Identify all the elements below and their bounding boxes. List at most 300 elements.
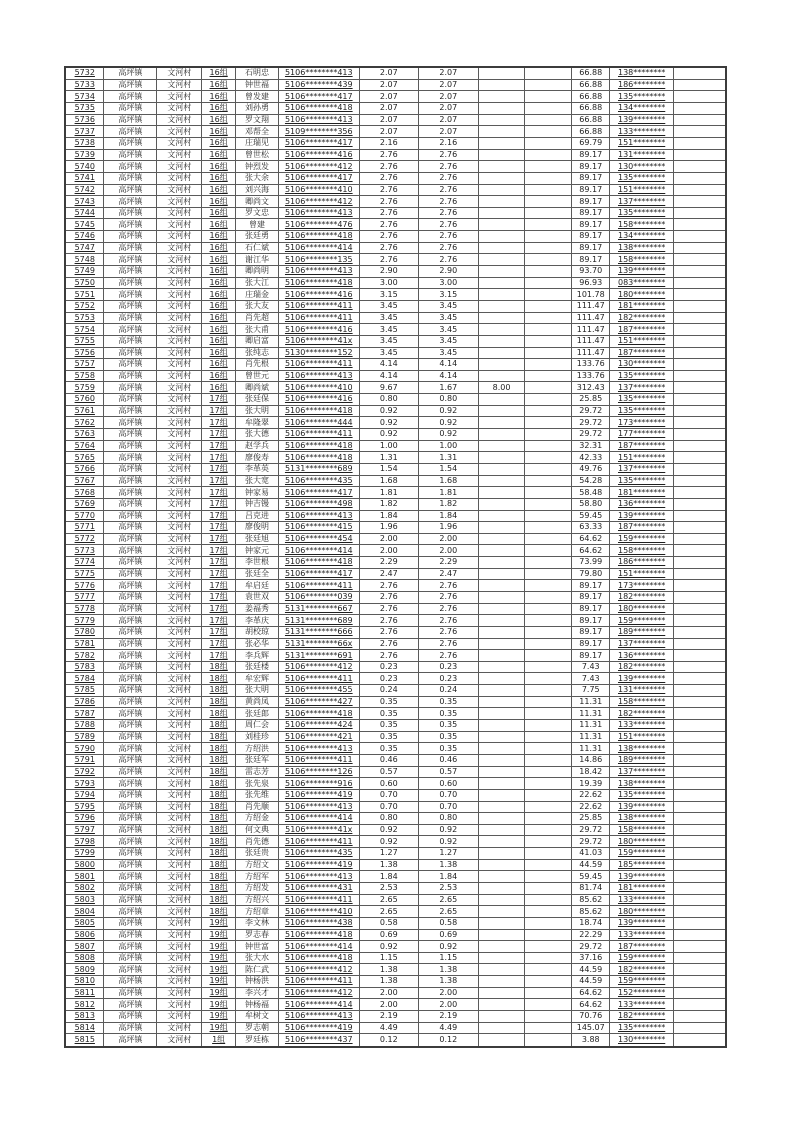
village-cell: 文河村 — [157, 999, 202, 1011]
id-cell: 5106********476 — [278, 219, 359, 231]
id-cell: 5106********418 — [278, 708, 359, 720]
blank-cell — [674, 638, 726, 650]
id-cell: 5109********356 — [278, 126, 359, 138]
adjust-cell — [478, 103, 525, 115]
village-cell: 文河村 — [157, 813, 202, 825]
group-cell: 17组 — [202, 417, 236, 429]
amount-cell: 42.33 — [572, 452, 610, 464]
seq-cell: 5809 — [65, 964, 104, 976]
value1-cell: 2.76 — [359, 591, 418, 603]
seq-cell: 5785 — [65, 685, 104, 697]
seq-cell: 5810 — [65, 976, 104, 988]
adjust-cell — [478, 906, 525, 918]
blank-cell — [525, 976, 572, 988]
adjust-cell — [478, 615, 525, 627]
table-row — [65, 312, 726, 324]
phone-cell: 189******** — [610, 626, 674, 638]
value1-cell: 3.45 — [359, 335, 418, 347]
value2-cell: 2.90 — [419, 266, 478, 278]
id-cell: 5106********410 — [278, 184, 359, 196]
adjust-cell — [478, 114, 525, 126]
id-cell: 5106********039 — [278, 591, 359, 603]
name-cell: 张大甫 — [236, 324, 279, 336]
group-cell: 17组 — [202, 591, 236, 603]
village-cell: 文河村 — [157, 382, 202, 394]
phone-cell: 180******** — [610, 836, 674, 848]
table-row — [65, 161, 726, 173]
blank-cell — [525, 207, 572, 219]
value2-cell: 3.45 — [419, 335, 478, 347]
blank-cell — [525, 114, 572, 126]
blank-cell — [525, 696, 572, 708]
town-cell: 高坪镇 — [104, 300, 157, 312]
town-cell: 高坪镇 — [104, 114, 157, 126]
phone-cell: 138******** — [610, 743, 674, 755]
seq-cell: 5761 — [65, 405, 104, 417]
group-cell: 18组 — [202, 720, 236, 732]
village-cell: 文河村 — [157, 557, 202, 569]
value1-cell: 0.92 — [359, 836, 418, 848]
amount-cell: 7.75 — [572, 685, 610, 697]
value2-cell: 2.76 — [419, 580, 478, 592]
village-cell: 文河村 — [157, 429, 202, 441]
name-cell: 张必华 — [236, 638, 279, 650]
value2-cell: 2.07 — [419, 103, 478, 115]
value2-cell: 0.92 — [419, 429, 478, 441]
adjust-cell — [478, 67, 525, 79]
id-cell: 5106********414 — [278, 999, 359, 1011]
blank-cell — [674, 138, 726, 150]
id-cell: 5131********666 — [278, 626, 359, 638]
amount-cell: 145.07 — [572, 1022, 610, 1034]
blank-cell — [674, 917, 726, 929]
blank-cell — [525, 231, 572, 243]
name-cell: 牟隆翠 — [236, 417, 279, 429]
blank-cell — [674, 172, 726, 184]
seq-cell: 5786 — [65, 696, 104, 708]
blank-cell — [674, 999, 726, 1011]
amount-cell: 7.43 — [572, 673, 610, 685]
table-row — [65, 510, 726, 522]
value1-cell: 2.76 — [359, 242, 418, 254]
id-cell: 5106********413 — [278, 743, 359, 755]
blank-cell — [525, 999, 572, 1011]
amount-cell: 29.72 — [572, 836, 610, 848]
value1-cell: 0.23 — [359, 661, 418, 673]
blank-cell — [674, 277, 726, 289]
value1-cell: 3.45 — [359, 300, 418, 312]
adjust-cell — [478, 463, 525, 475]
value1-cell: 0.35 — [359, 696, 418, 708]
id-cell: 5106********126 — [278, 766, 359, 778]
village-cell: 文河村 — [157, 231, 202, 243]
village-cell: 文河村 — [157, 894, 202, 906]
value1-cell: 0.57 — [359, 766, 418, 778]
value2-cell: 1.27 — [419, 848, 478, 860]
seq-cell: 5806 — [65, 929, 104, 941]
value1-cell: 2.00 — [359, 545, 418, 557]
name-cell: 方绍章 — [236, 906, 279, 918]
amount-cell: 89.17 — [572, 615, 610, 627]
value1-cell: 2.76 — [359, 603, 418, 615]
name-cell: 何文典 — [236, 824, 279, 836]
table-row — [65, 196, 726, 208]
amount-cell: 3.88 — [572, 1034, 610, 1047]
value2-cell: 0.92 — [419, 941, 478, 953]
value1-cell: 1.84 — [359, 871, 418, 883]
phone-cell: 139******** — [610, 801, 674, 813]
town-cell: 高坪镇 — [104, 626, 157, 638]
town-cell: 高坪镇 — [104, 743, 157, 755]
table-row — [65, 731, 726, 743]
table-row — [65, 720, 726, 732]
village-cell: 文河村 — [157, 324, 202, 336]
amount-cell: 11.31 — [572, 696, 610, 708]
id-cell: 5106********419 — [278, 789, 359, 801]
phone-cell: 187******** — [610, 522, 674, 534]
phone-cell: 133******** — [610, 999, 674, 1011]
adjust-cell — [478, 79, 525, 91]
value1-cell: 2.00 — [359, 533, 418, 545]
value2-cell: 3.15 — [419, 289, 478, 301]
table-row — [65, 114, 726, 126]
value2-cell: 1.67 — [419, 382, 478, 394]
blank-cell — [674, 475, 726, 487]
town-cell: 高坪镇 — [104, 184, 157, 196]
table-row — [65, 370, 726, 382]
blank-cell — [525, 440, 572, 452]
table-row — [65, 696, 726, 708]
id-cell: 5106********438 — [278, 917, 359, 929]
value2-cell: 2.29 — [419, 557, 478, 569]
name-cell: 李兴才 — [236, 987, 279, 999]
blank-cell — [674, 161, 726, 173]
blank-cell — [674, 906, 726, 918]
name-cell: 李革庆 — [236, 615, 279, 627]
value1-cell: 0.92 — [359, 824, 418, 836]
amount-cell: 73.99 — [572, 557, 610, 569]
adjust-cell — [478, 650, 525, 662]
value1-cell: 2.76 — [359, 172, 418, 184]
table-row — [65, 941, 726, 953]
name-cell: 黄尚凤 — [236, 696, 279, 708]
name-cell: 钟家易 — [236, 487, 279, 499]
phone-cell: 135******** — [610, 207, 674, 219]
adjust-cell — [478, 673, 525, 685]
value1-cell: 0.35 — [359, 708, 418, 720]
blank-cell — [525, 149, 572, 161]
village-cell: 文河村 — [157, 789, 202, 801]
name-cell: 方绍洪 — [236, 743, 279, 755]
town-cell: 高坪镇 — [104, 801, 157, 813]
seq-cell: 5807 — [65, 941, 104, 953]
village-cell: 文河村 — [157, 917, 202, 929]
seq-cell: 5775 — [65, 568, 104, 580]
town-cell: 高坪镇 — [104, 731, 157, 743]
id-cell: 5106********413 — [278, 266, 359, 278]
village-cell: 文河村 — [157, 184, 202, 196]
amount-cell: 49.76 — [572, 463, 610, 475]
name-cell: 钟世富 — [236, 941, 279, 953]
name-cell: 张廷楼 — [236, 661, 279, 673]
amount-cell: 66.88 — [572, 67, 610, 79]
value1-cell: 2.07 — [359, 114, 418, 126]
blank-cell — [525, 429, 572, 441]
value2-cell: 0.92 — [419, 836, 478, 848]
value2-cell: 1.15 — [419, 952, 478, 964]
adjust-cell — [478, 591, 525, 603]
name-cell: 肖先超 — [236, 312, 279, 324]
name-cell: 张大水 — [236, 952, 279, 964]
id-cell: 5106********418 — [278, 557, 359, 569]
blank-cell — [674, 405, 726, 417]
group-cell: 18组 — [202, 778, 236, 790]
village-cell: 文河村 — [157, 370, 202, 382]
seq-cell: 5778 — [65, 603, 104, 615]
adjust-cell — [478, 813, 525, 825]
value2-cell: 2.00 — [419, 545, 478, 557]
value1-cell: 0.24 — [359, 685, 418, 697]
group-cell: 16组 — [202, 207, 236, 219]
town-cell: 高坪镇 — [104, 917, 157, 929]
group-cell: 17组 — [202, 405, 236, 417]
value2-cell: 2.76 — [419, 603, 478, 615]
group-cell: 16组 — [202, 324, 236, 336]
blank-cell — [525, 883, 572, 895]
value2-cell: 2.00 — [419, 999, 478, 1011]
id-cell: 5106********416 — [278, 289, 359, 301]
name-cell: 李革英 — [236, 463, 279, 475]
name-cell: 罗廷栋 — [236, 1034, 279, 1047]
name-cell: 罗志春 — [236, 929, 279, 941]
blank-cell — [525, 813, 572, 825]
adjust-cell — [478, 277, 525, 289]
value2-cell: 4.14 — [419, 359, 478, 371]
blank-cell — [525, 161, 572, 173]
name-cell: 罗文忠 — [236, 207, 279, 219]
table-row — [65, 883, 726, 895]
roster-table — [64, 66, 727, 1048]
id-cell: 5106********413 — [278, 67, 359, 79]
name-cell: 李文林 — [236, 917, 279, 929]
blank-cell — [674, 126, 726, 138]
adjust-cell — [478, 999, 525, 1011]
name-cell: 张大江 — [236, 277, 279, 289]
id-cell: 5106********418 — [278, 277, 359, 289]
id-cell: 5106********412 — [278, 661, 359, 673]
group-cell: 17组 — [202, 638, 236, 650]
blank-cell — [674, 1034, 726, 1047]
blank-cell — [525, 987, 572, 999]
group-cell: 19组 — [202, 929, 236, 941]
amount-cell: 29.72 — [572, 824, 610, 836]
seq-cell: 5800 — [65, 859, 104, 871]
table-row — [65, 289, 726, 301]
group-cell: 17组 — [202, 487, 236, 499]
name-cell: 谢江华 — [236, 254, 279, 266]
phone-cell: 151******** — [610, 335, 674, 347]
id-cell: 5106********916 — [278, 778, 359, 790]
value1-cell: 0.92 — [359, 429, 418, 441]
seq-cell: 5801 — [65, 871, 104, 883]
blank-cell — [525, 580, 572, 592]
id-cell: 5106********412 — [278, 196, 359, 208]
blank-cell — [674, 452, 726, 464]
seq-cell: 5797 — [65, 824, 104, 836]
seq-cell: 5756 — [65, 347, 104, 359]
phone-cell: 133******** — [610, 126, 674, 138]
amount-cell: 89.17 — [572, 161, 610, 173]
value1-cell: 1.82 — [359, 498, 418, 510]
town-cell: 高坪镇 — [104, 1011, 157, 1023]
id-cell: 5106********415 — [278, 522, 359, 534]
amount-cell: 54.28 — [572, 475, 610, 487]
name-cell: 肖先顺 — [236, 801, 279, 813]
seq-cell: 5744 — [65, 207, 104, 219]
table-row — [65, 347, 726, 359]
id-cell: 5106********416 — [278, 394, 359, 406]
phone-cell: 158******** — [610, 254, 674, 266]
table-row — [65, 522, 726, 534]
name-cell: 卿启富 — [236, 335, 279, 347]
amount-cell: 89.17 — [572, 254, 610, 266]
value2-cell: 1.96 — [419, 522, 478, 534]
blank-cell — [525, 720, 572, 732]
group-cell: 18组 — [202, 883, 236, 895]
table-row — [65, 487, 726, 499]
village-cell: 文河村 — [157, 219, 202, 231]
phone-cell: 158******** — [610, 545, 674, 557]
group-cell: 16组 — [202, 91, 236, 103]
adjust-cell — [478, 429, 525, 441]
adjust-cell — [478, 941, 525, 953]
amount-cell: 66.88 — [572, 91, 610, 103]
table-row — [65, 335, 726, 347]
blank-cell — [674, 429, 726, 441]
table-row — [65, 67, 726, 79]
blank-cell — [525, 463, 572, 475]
table-row — [65, 929, 726, 941]
phone-cell: 186******** — [610, 557, 674, 569]
name-cell: 姜福秀 — [236, 603, 279, 615]
group-cell: 16组 — [202, 67, 236, 79]
name-cell: 罗志朝 — [236, 1022, 279, 1034]
name-cell: 吕克进 — [236, 510, 279, 522]
blank-cell — [525, 335, 572, 347]
value2-cell: 1.38 — [419, 859, 478, 871]
phone-cell: 133******** — [610, 894, 674, 906]
adjust-cell — [478, 1011, 525, 1023]
table-row — [65, 917, 726, 929]
group-cell: 18组 — [202, 789, 236, 801]
group-cell: 16组 — [202, 289, 236, 301]
blank-cell — [525, 591, 572, 603]
seq-cell: 5773 — [65, 545, 104, 557]
table-row — [65, 859, 726, 871]
value1-cell: 2.65 — [359, 906, 418, 918]
name-cell: 卿尚文 — [236, 196, 279, 208]
adjust-cell — [478, 696, 525, 708]
seq-cell: 5748 — [65, 254, 104, 266]
id-cell: 5106********427 — [278, 696, 359, 708]
group-cell: 16组 — [202, 335, 236, 347]
blank-cell — [525, 1022, 572, 1034]
group-cell: 18组 — [202, 685, 236, 697]
seq-cell: 5798 — [65, 836, 104, 848]
table-row — [65, 405, 726, 417]
town-cell: 高坪镇 — [104, 359, 157, 371]
value2-cell: 2.65 — [419, 906, 478, 918]
amount-cell: 58.80 — [572, 498, 610, 510]
village-cell: 文河村 — [157, 766, 202, 778]
seq-cell: 5771 — [65, 522, 104, 534]
table-row — [65, 591, 726, 603]
id-cell: 5106********417 — [278, 172, 359, 184]
village-cell: 文河村 — [157, 417, 202, 429]
town-cell: 高坪镇 — [104, 929, 157, 941]
value1-cell: 2.76 — [359, 207, 418, 219]
phone-cell: 173******** — [610, 417, 674, 429]
phone-cell: 135******** — [610, 394, 674, 406]
value2-cell: 4.49 — [419, 1022, 478, 1034]
village-cell: 文河村 — [157, 103, 202, 115]
value2-cell: 0.35 — [419, 720, 478, 732]
id-cell: 5106********417 — [278, 91, 359, 103]
id-cell: 5106********414 — [278, 813, 359, 825]
table-row — [65, 138, 726, 150]
phone-cell: 135******** — [610, 370, 674, 382]
town-cell: 高坪镇 — [104, 266, 157, 278]
blank-cell — [674, 266, 726, 278]
id-cell: 5106********411 — [278, 359, 359, 371]
seq-cell: 5740 — [65, 161, 104, 173]
name-cell: 张廷勇 — [236, 231, 279, 243]
value1-cell: 0.80 — [359, 394, 418, 406]
value2-cell: 1.81 — [419, 487, 478, 499]
blank-cell — [525, 359, 572, 371]
blank-cell — [525, 917, 572, 929]
blank-cell — [525, 731, 572, 743]
value2-cell: 0.23 — [419, 673, 478, 685]
village-cell: 文河村 — [157, 266, 202, 278]
value2-cell: 0.92 — [419, 824, 478, 836]
village-cell: 文河村 — [157, 289, 202, 301]
town-cell: 高坪镇 — [104, 615, 157, 627]
amount-cell: 89.17 — [572, 580, 610, 592]
village-cell: 文河村 — [157, 952, 202, 964]
seq-cell: 5733 — [65, 79, 104, 91]
seq-cell: 5815 — [65, 1034, 104, 1047]
town-cell: 高坪镇 — [104, 650, 157, 662]
table-row — [65, 789, 726, 801]
value2-cell: 2.76 — [419, 161, 478, 173]
seq-cell: 5759 — [65, 382, 104, 394]
adjust-cell — [478, 1022, 525, 1034]
phone-cell: 180******** — [610, 603, 674, 615]
phone-cell: 181******** — [610, 300, 674, 312]
town-cell: 高坪镇 — [104, 580, 157, 592]
seq-cell: 5736 — [65, 114, 104, 126]
adjust-cell: 8.00 — [478, 382, 525, 394]
name-cell: 牟树文 — [236, 1011, 279, 1023]
adjust-cell — [478, 894, 525, 906]
id-cell: 5106********411 — [278, 580, 359, 592]
adjust-cell — [478, 126, 525, 138]
id-cell: 5106********410 — [278, 906, 359, 918]
table-row — [65, 650, 726, 662]
town-cell: 高坪镇 — [104, 312, 157, 324]
group-cell: 17组 — [202, 475, 236, 487]
